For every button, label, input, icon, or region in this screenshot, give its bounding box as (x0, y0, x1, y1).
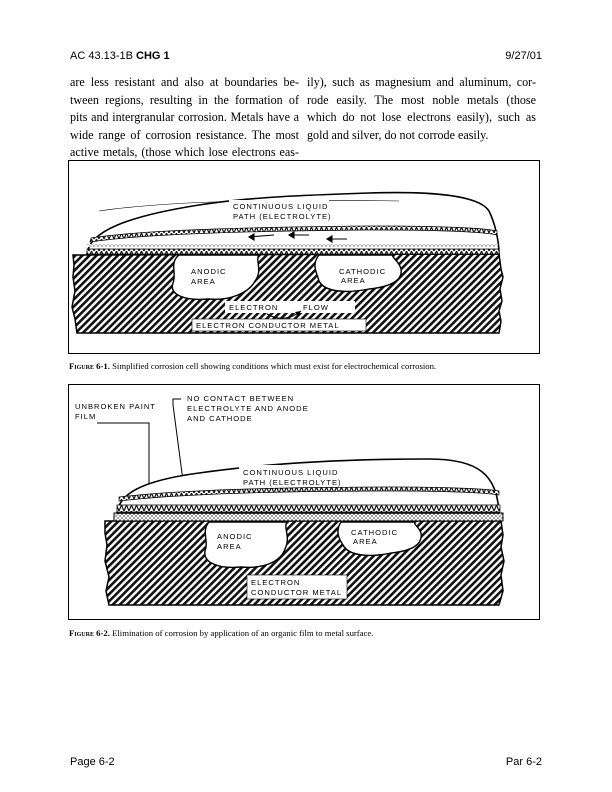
figure-6-2 (68, 384, 540, 620)
figure-6-1-caption (69, 361, 436, 371)
paint-film-label: FILM (75, 412, 97, 421)
no-contact-label: ELECTROLYTE AND ANODE (187, 404, 309, 413)
text-line: gold and silver, do not corrode easily. (307, 127, 489, 142)
conductor-label: CONDUCTOR METAL (251, 588, 343, 597)
paint-film-layer (114, 513, 503, 521)
cathodic-label: CATHODIC (339, 267, 387, 276)
figure-6-2-caption (69, 628, 373, 638)
running-header (70, 50, 170, 62)
text-line: active metals, (those which lose electrons eas- (70, 145, 299, 160)
doc-id: AC 43.13-1B (70, 50, 137, 62)
paint-film-diagram (69, 385, 539, 619)
footer-page: Page 6-2 (70, 756, 115, 768)
liquid-path-label: PATH (ELECTROLYTE) (233, 212, 332, 221)
text-line: which do not lose electrons easily), such as (307, 110, 536, 125)
text-line: tween regions, resulting in the formation of (70, 92, 299, 107)
cathodic-label: AREA (353, 537, 378, 546)
cathodic-label: AREA (341, 276, 366, 285)
conductor-label: ELECTRON (251, 578, 301, 587)
body-column-right (307, 74, 536, 144)
liquid-path-label: CONTINUOUS LIQUID (243, 468, 339, 477)
caption-text: Simplified corrosion cell showing conditions which must exist for electrochemical corrosion. (109, 361, 437, 371)
no-contact-label: AND CATHODE (187, 414, 253, 423)
cathodic-label: CATHODIC (351, 528, 399, 537)
corrosion-cell-diagram (69, 161, 539, 353)
text-line: pits and intergranular corrosion. Metals have a (70, 110, 299, 125)
text-line: wide range of corrosion resistance. The most (70, 127, 299, 142)
body-column-left (70, 74, 299, 162)
electron-flow-label: FLOW (303, 303, 329, 312)
figure-6-1 (68, 160, 540, 354)
caption-text: Elimination of corrosion by application of an organic film to metal surface. (109, 628, 374, 638)
electron-flow-label: ELECTRON (229, 303, 279, 312)
anodic-label: ANODIC (217, 532, 253, 541)
no-contact-label: NO CONTACT BETWEEN (187, 394, 295, 403)
anodic-label: ANODIC (191, 267, 227, 276)
paint-film-label: UNBROKEN PAINT (75, 402, 156, 411)
conductor-label: ELECTRON CONDUCTOR METAL (196, 321, 340, 330)
caption-label: Figure 6-1. (69, 361, 110, 371)
text-line: are less resistant and also at boundaries be- (70, 75, 299, 89)
header-date: 9/27/01 (505, 50, 542, 62)
text-line: rode easily. The most noble metals (those (307, 92, 536, 107)
footer-par: Par 6-2 (505, 756, 542, 768)
anodic-label: AREA (191, 277, 216, 286)
liquid-path-label: PATH (ELECTROLYTE) (243, 478, 342, 487)
caption-label: Figure 6-2. (69, 628, 110, 638)
text-line: ily), such as magnesium and aluminum, cor- (307, 75, 536, 89)
doc-change: CHG 1 (136, 50, 170, 62)
anodic-label: AREA (217, 542, 242, 551)
liquid-path-label: CONTINUOUS LIQUID (233, 202, 329, 211)
